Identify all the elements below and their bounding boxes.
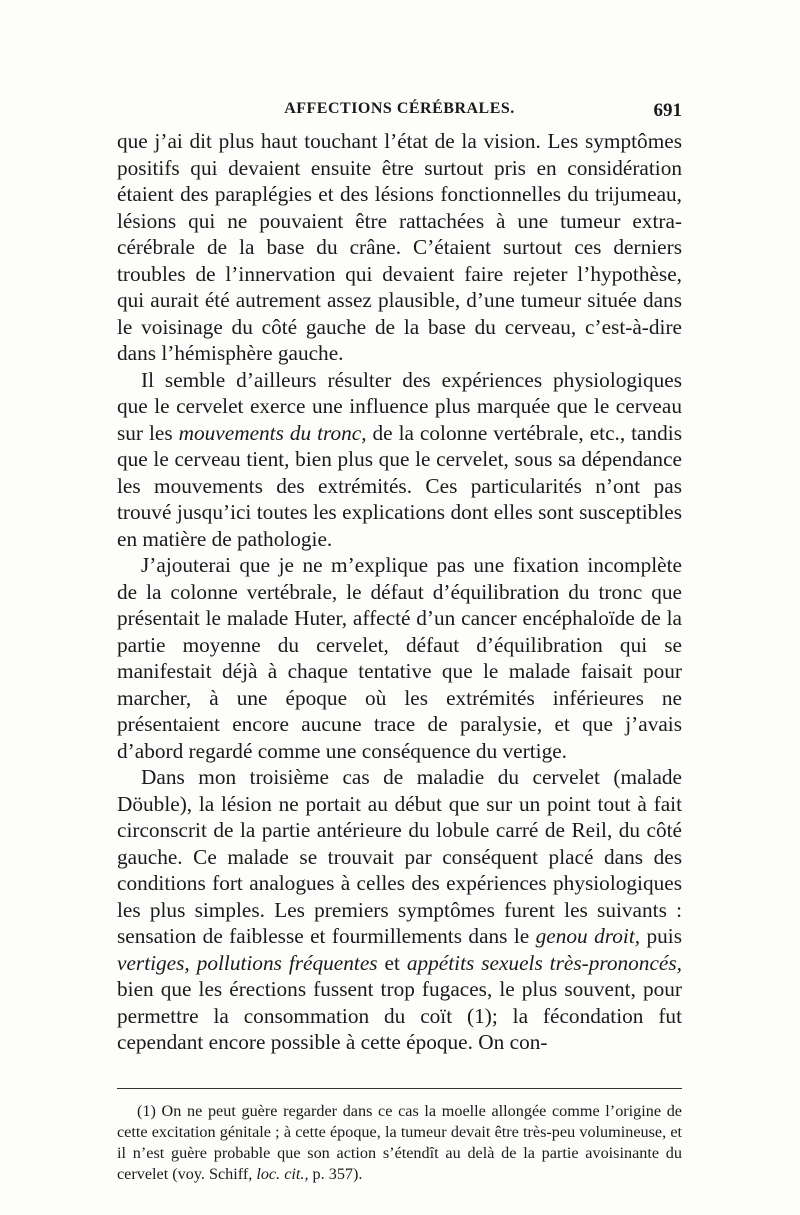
text-run: que j’ai dit plus haut touchant l’état de la vision. Les symptômes positifs qui devaient ensuite être surtout pris en considération étaient des paraplégies et des lésions fonctionnelles du trijumeau, lésions qui ne pouvaient être rattachées à une tumeur extra-cérébrale de la base du crâne. C’étaient surtout ces derniers troubles de l’innervation qui devaient faire rejeter l’hypothèse, qui aurait été autrement assez plausible, d’une tumeur située dans le voisinage du côté gauche de la base du cerveau, c’est-à-dire dans l’hémisphère gauche. bbox=[117, 129, 682, 365]
footnote bbox=[117, 1101, 682, 1185]
body-text bbox=[117, 128, 682, 1056]
text-run: J’ajouterai que je ne m’explique pas une fixation incomplète de la colonne vertébrale, le défaut d’équilibration du tronc que présentait le malade Huter, affecté d’un cancer encéphaloïde de la partie moyenne du cervelet, défaut d’équilibration qui se manifestait déjà à chaque tentative que le malade faisait pour marcher, à une époque où les extrémités inférieures ne présentaient encore aucune trace de paralysie, et que j’avais d’abord regardé comme une conséquence du vertige. bbox=[117, 553, 682, 763]
text-run: et bbox=[377, 950, 407, 975]
page-number: 691 bbox=[653, 100, 682, 121]
running-head: AFFECTIONS CÉRÉBRALES. bbox=[284, 100, 515, 117]
text-run: de la colonne vertébrale, etc., tandis que le cerveau tient, bien plus que le cervelet, sous sa dépendance les mouvements des extrémités. Ces particularités n’ont pas trouvé jusqu’ici toutes les explications dont elles sont susceptibles en matière de pathologie. bbox=[117, 420, 682, 551]
italic-text: loc. cit., bbox=[256, 1165, 309, 1183]
text-run: puis bbox=[640, 924, 682, 948]
italic-text: vertiges, pollutions fréquentes bbox=[117, 950, 378, 975]
text-run: Dans mon troisième cas de maladie du cervelet (malade Döuble), la lésion ne portait au début que sur un point tout à fait circonscrit de la partie antérieure du lobule carré de Reil, du côté gauche. Ce malade se trouvait par conséquent placé dans des conditions fort analogues à celles des expériences physiologiques les plus simples. Les premiers symptômes furent les suivants : sensation de faiblesse et fourmillements dans le bbox=[117, 765, 682, 948]
text-run: (1) On ne peut guère regarder dans ce cas la moelle allongée comme l’origine de cette excitation génitale ; à cette époque, la tumeur devait être très-peu volumineuse, et il n’est guère probable que son action s’étendît au delà de la partie avoisinante du cervelet (voy. Schiff, bbox=[117, 1102, 682, 1183]
text-run: p. 357). bbox=[308, 1165, 363, 1183]
footnote-divider bbox=[117, 1088, 682, 1089]
italic-text: genou droit, bbox=[535, 924, 641, 948]
italic-text: appétits sexuels très-prononcés, bbox=[406, 950, 682, 975]
footnote-text bbox=[117, 1101, 682, 1185]
paragraph bbox=[117, 128, 682, 367]
text-run: Il semble d’ailleurs résulter des expériences physiologiques que le cervelet exerce une influence plus marquée que le cerveau sur les bbox=[117, 367, 682, 445]
italic-text: mouvements du tronc, bbox=[178, 420, 367, 445]
paragraph bbox=[117, 367, 682, 553]
page-header bbox=[117, 100, 682, 124]
text-run: bien que les érections fussent trop fugaces, le plus souvent, pour permettre la consommation du coït (1); la fécondation fut cependant encore possible à cette époque. On con- bbox=[117, 977, 682, 1054]
paragraph bbox=[117, 552, 682, 764]
paragraph bbox=[117, 764, 682, 1056]
